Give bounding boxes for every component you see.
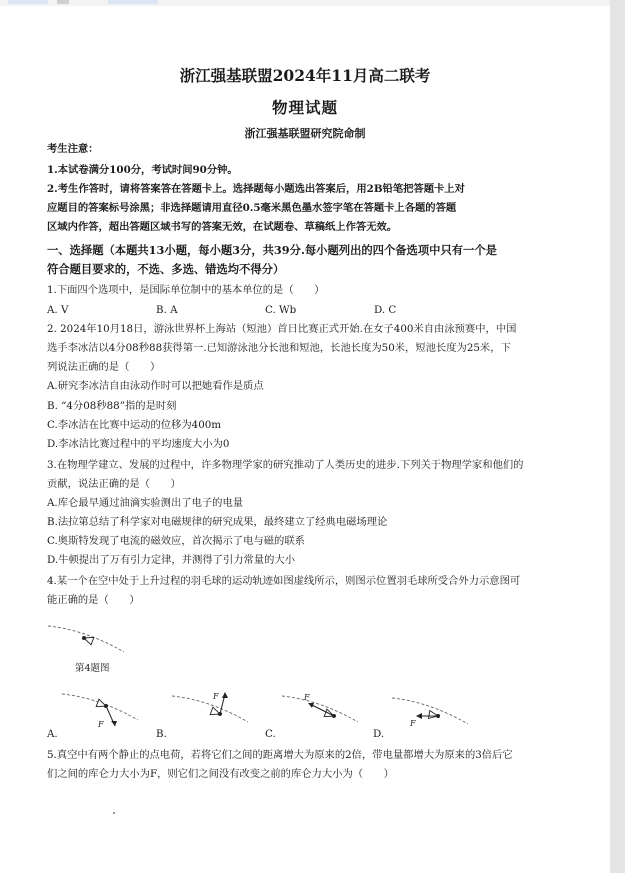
q3-stem: 贡献，说法正确的是（ ） [47,478,181,490]
q4-figure-caption: 第4题图 [75,663,110,674]
q4-option-b-figure [170,688,252,732]
notice-item-1: 1.本试卷满分100分，考试时间90分钟。 [47,164,238,176]
q1-option-c: C. Wb [265,304,297,316]
q3-option-d: D.牛顿提出了万有引力定律，并测得了引力常量的大小 [47,554,295,566]
section-heading: 符合题目要求的，不选、多选、错选均不得分） [47,262,285,276]
exam-title: 浙江强基联盟2024年11月高二联考 [179,66,431,85]
q3-option-c: C.奥斯特发现了电流的磁效应，首次揭示了电与磁的联系 [47,535,305,547]
arrowhead-icon [222,692,228,698]
exam-author: 浙江强基联盟研究院命制 [244,127,366,140]
q5-stem: 5.真空中有两个静止的点电荷，若将它们之间的距离增大为原来的2倍，带电量都增大为原来的3倍后它 [47,749,513,761]
toolbar-tab[interactable] [8,0,48,4]
q2-option-d: D.李冰洁比赛过程中的平均速度大小为0 [47,438,230,450]
q4-stem: 4.某一个在空中处于上升过程的羽毛球的运动轨迹如图虚线所示，则图示位置羽毛球所受合外力示意图可 [47,575,521,587]
section-heading: 一、选择题（本题共13小题，每小题3分，共39分.每小题列出的四个备选项中只有一个是 [47,243,497,257]
q4-option-a-figure [60,686,142,730]
q1-option-a: A. V [47,304,69,316]
q4-option-a-label: A. [47,728,58,740]
trajectory-dashed-line [172,696,248,722]
arrowhead-icon [416,713,422,719]
page-speck [113,812,115,814]
q4-option-d-figure [390,690,472,734]
q3-option-a: A.库仑最早通过油滴实验测出了电子的电量 [47,497,244,509]
notice-item-2: 区域内作答，超出答题区域书写的答案无效，在试题卷、草稿纸上作答无效。 [47,221,398,233]
q2-stem: 选手李冰洁以4分08秒88获得第一.已知游泳池分长池和短池，长池长度为50米，短池长度为25米，下 [47,342,511,354]
q3-option-b: B.法拉第总结了科学家对电磁规律的研究成果，最终建立了经典电磁场理论 [47,516,388,528]
q4-figure [46,618,128,658]
q1-option-d: D. C [374,304,397,316]
force-label: F [213,692,219,701]
q2-option-a: A.研究李冰洁自由泳动作时可以把她看作是质点 [47,380,264,392]
shuttlecock-icon [428,710,440,720]
q2-stem: 列说法正确的是（ ） [47,361,161,373]
force-label: F [304,693,310,702]
q4-option-c-figure [280,688,362,732]
q2-option-b: B. “4分08秒88”指的是时刻 [47,400,177,412]
notice-item-2: 2.考生作答时，请将答案答在答题卡上。选择题每小题选出答案后，用2B铅笔把答题卡上对 [47,183,465,195]
document-page [0,6,610,873]
force-label: F [98,720,104,729]
toolbar-tab[interactable] [57,0,69,4]
trajectory-dashed-line [62,694,138,720]
force-arrow [310,704,334,716]
q1-option-b: B. A [156,304,178,316]
q5-stem: 们之间的库仑力大小为F，则它们之间没有改变之前的库仑力大小为（ ） [47,768,394,780]
notice-item-2: 应题目的答案标号涂黑；非选择题请用直径0.5毫米黑色墨水签字笔在答题卡上各题的答题 [47,202,457,214]
q4-stem: 能正确的是（ ） [47,594,140,606]
q2-stem: 2. 2024年10月18日，游泳世界杯上海站（短池）首日比赛正式开始.在女子400米自由泳预赛中，中国 [47,323,517,335]
q3-stem: 3.在物理学建立、发展的过程中，许多物理学家的研究推动了人类历史的进步.下列关于物理学家和他们的 [47,459,524,471]
exam-subject: 物理试题 [271,98,338,117]
q4-option-b-label: B. [156,728,167,740]
arrowhead-icon [111,721,117,726]
q1-stem: 1.下面四个选项中，是国际单位制中的基本单位的是（ ） [47,284,325,296]
scrollbar-gutter[interactable] [610,0,625,873]
q4-option-d-label: D. [373,728,385,740]
force-label: F [410,719,416,728]
q2-option-c: C.李冰洁在比赛中运动的位移为400m [47,419,222,431]
q4-option-c-label: C. [265,728,276,740]
toolbar-tab[interactable] [108,0,158,4]
q1-options [47,303,467,317]
notice-heading: 考生注意： [47,143,99,155]
